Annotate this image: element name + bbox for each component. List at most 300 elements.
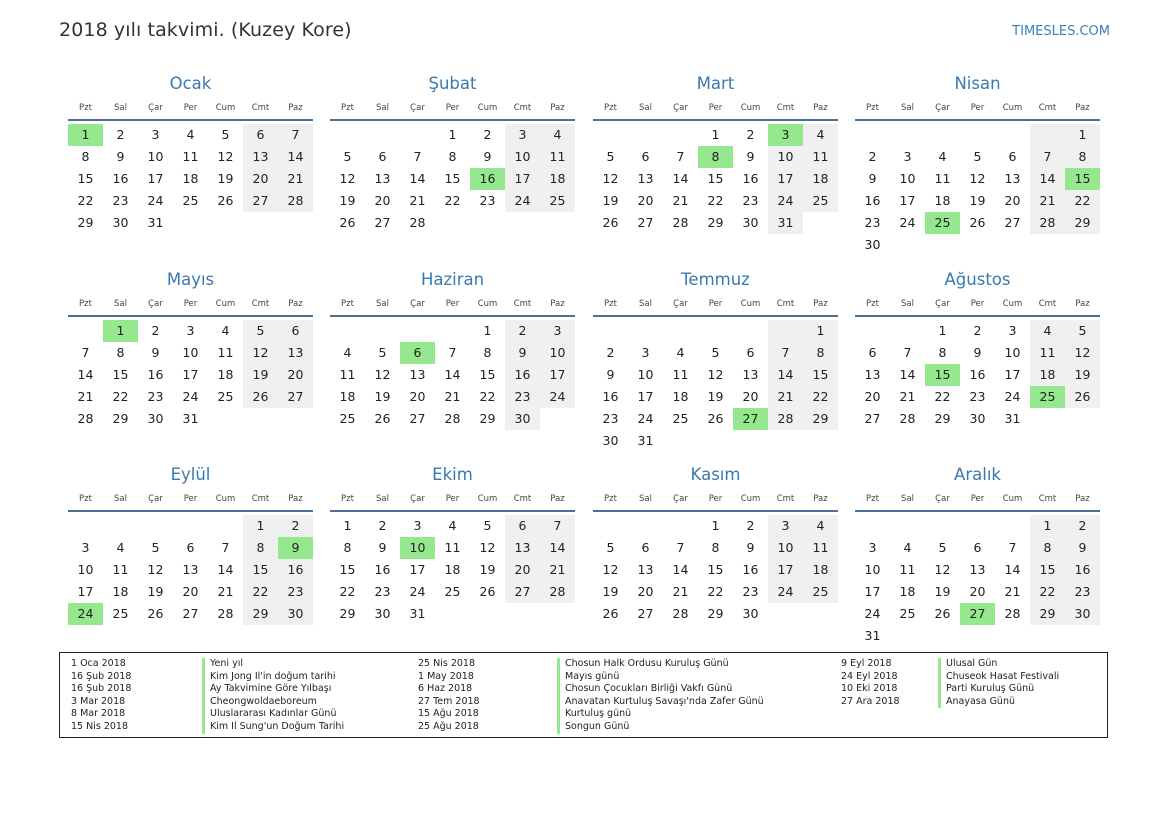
week-row xyxy=(593,168,838,190)
day-cell: 21 xyxy=(672,193,689,208)
day-cell: 16 xyxy=(505,364,540,386)
day-cell: 22 xyxy=(112,389,129,404)
weekday-label: Sal xyxy=(376,493,389,504)
weekday-label: Per xyxy=(970,102,985,113)
day-cell: 11 xyxy=(112,562,129,577)
day-cell: 4 xyxy=(903,540,912,555)
holiday-date: 10 Eki 2018 xyxy=(841,683,898,695)
day-cell: 12 xyxy=(217,149,234,164)
day-cell: 12 xyxy=(707,367,724,382)
week-row xyxy=(330,603,575,625)
day-cell: 18 xyxy=(182,171,199,186)
day-cell: 15 xyxy=(707,171,724,186)
day-cell: 27 xyxy=(182,606,199,621)
day-cell: 26 xyxy=(339,215,356,230)
day-cell: 7 xyxy=(278,124,313,146)
holiday-name: Ulusal Gün xyxy=(946,658,998,669)
day-cell: 8 xyxy=(803,342,838,364)
week-row xyxy=(593,146,838,168)
day-cell: 12 xyxy=(374,367,391,382)
day-cell: 2 xyxy=(1065,515,1100,537)
weekday-label: Sal xyxy=(114,493,127,504)
day-cell: 3 xyxy=(505,124,540,146)
day-cell: 30 xyxy=(374,606,391,621)
weekday-label: Sal xyxy=(639,493,652,504)
weekday-label: Pzt xyxy=(866,493,879,504)
brand-link[interactable]: TIMESLES.COM xyxy=(1012,24,1110,39)
day-cell: 27 xyxy=(374,215,391,230)
month-name: Ocak xyxy=(169,74,212,93)
day-cell: 21 xyxy=(409,193,426,208)
day-cell: 24 xyxy=(768,190,803,212)
weekday-label: Cmt xyxy=(1038,493,1057,504)
day-cell: 30 xyxy=(742,606,759,621)
day-cell: 6 xyxy=(868,345,877,360)
day-cell: 29 xyxy=(1065,212,1100,234)
day-cell: 14 xyxy=(409,171,426,186)
day-cell: 7 xyxy=(1030,146,1065,168)
week-row xyxy=(330,537,575,559)
day-cell: 14 xyxy=(672,171,689,186)
day-cell: 20 xyxy=(409,389,426,404)
empty-day-cell xyxy=(435,320,470,342)
month-block xyxy=(330,463,575,625)
day-cell: 13 xyxy=(505,537,540,559)
day-cell: 19 xyxy=(1065,364,1100,386)
empty-day-cell xyxy=(505,603,540,625)
day-cell: 30 xyxy=(969,411,986,426)
day-cell: 12 xyxy=(147,562,164,577)
weekday-label: Çar xyxy=(410,298,425,309)
day-cell: 7 xyxy=(768,342,803,364)
holiday-date: 16 Şub 2018 xyxy=(71,670,132,682)
day-cell: 12 xyxy=(1065,342,1100,364)
week-row xyxy=(855,625,1100,647)
week-row xyxy=(330,146,575,168)
week-row xyxy=(68,146,313,168)
empty-day-cell xyxy=(593,124,628,146)
day-cell: 10 xyxy=(637,367,654,382)
day-cell: 26 xyxy=(934,606,951,621)
empty-day-cell xyxy=(208,515,243,537)
day-cell: 20 xyxy=(637,584,654,599)
holiday-name: Kim Il Sung'un Doğum Tarihi xyxy=(210,720,345,732)
day-cell: 21 xyxy=(899,389,916,404)
day-cell: 6 xyxy=(243,124,278,146)
day-cell: 18 xyxy=(803,559,838,581)
day-cell: 22 xyxy=(77,193,94,208)
week-row xyxy=(593,581,838,603)
month-block xyxy=(68,463,313,625)
weekday-label: Paz xyxy=(550,493,565,504)
day-cell: 17 xyxy=(540,364,575,386)
weekday-header xyxy=(593,487,838,512)
day-cell: 25 xyxy=(339,411,356,426)
day-cell: 27 xyxy=(637,606,654,621)
day-cell: 15 xyxy=(803,364,838,386)
day-cell: 19 xyxy=(374,389,391,404)
day-cell: 5 xyxy=(1065,320,1100,342)
weekday-label: Cmt xyxy=(513,493,532,504)
weekday-header xyxy=(330,96,575,121)
week-row xyxy=(593,364,838,386)
holiday-name: Yeni yıl xyxy=(210,658,243,669)
day-cell: 24 xyxy=(182,389,199,404)
day-cell: 17 xyxy=(768,559,803,581)
week-row xyxy=(593,320,838,342)
weekday-label: Sal xyxy=(639,298,652,309)
weekday-label: Sal xyxy=(901,493,914,504)
day-cell: 12 xyxy=(479,540,496,555)
day-cell: 11 xyxy=(444,540,461,555)
day-cell: 22 xyxy=(1065,190,1100,212)
day-cell: 18 xyxy=(217,367,234,382)
weekday-header xyxy=(68,292,313,317)
holiday-day-cell: 27 xyxy=(960,603,995,625)
weekday-label: Pzt xyxy=(866,102,879,113)
day-cell: 5 xyxy=(973,149,982,164)
week-row xyxy=(593,537,838,559)
day-cell: 16 xyxy=(112,171,129,186)
day-cell: 17 xyxy=(505,168,540,190)
day-cell: 17 xyxy=(1004,367,1021,382)
weekday-label: Pzt xyxy=(866,298,879,309)
day-cell: 24 xyxy=(864,606,881,621)
week-row xyxy=(855,212,1100,234)
empty-day-cell xyxy=(995,515,1030,537)
weekday-label: Per xyxy=(445,493,460,504)
day-cell: 19 xyxy=(479,562,496,577)
week-row xyxy=(855,234,1100,256)
week-row xyxy=(855,320,1100,342)
empty-day-cell xyxy=(278,212,313,234)
holiday-day-cell: 10 xyxy=(400,537,435,559)
day-cell: 5 xyxy=(221,127,230,142)
day-cell: 26 xyxy=(243,386,278,408)
day-cell: 2 xyxy=(973,323,982,338)
day-cell: 5 xyxy=(343,149,352,164)
day-cell: 12 xyxy=(602,171,619,186)
day-cell: 22 xyxy=(1030,581,1065,603)
day-cell: 17 xyxy=(899,193,916,208)
holiday-date: 25 Nis 2018 xyxy=(418,658,475,669)
page-title: 2018 yılı takvimi. (Kuzey Kore) xyxy=(59,19,352,41)
day-cell: 18 xyxy=(934,193,951,208)
weekday-label: Pzt xyxy=(604,493,617,504)
day-cell: 21 xyxy=(1004,584,1021,599)
day-cell: 22 xyxy=(339,584,356,599)
empty-day-cell xyxy=(663,515,698,537)
empty-day-cell xyxy=(103,515,138,537)
day-cell: 20 xyxy=(278,364,313,386)
day-cell: 5 xyxy=(483,518,492,533)
day-cell: 6 xyxy=(378,149,387,164)
day-cell: 6 xyxy=(641,540,650,555)
day-cell: 4 xyxy=(938,149,947,164)
day-cell: 17 xyxy=(147,171,164,186)
day-cell: 1 xyxy=(1065,124,1100,146)
empty-day-cell xyxy=(768,603,803,625)
week-row xyxy=(68,581,313,603)
day-cell: 8 xyxy=(116,345,125,360)
day-cell: 13 xyxy=(1004,171,1021,186)
holiday-date: 6 Haz 2018 xyxy=(418,683,473,695)
empty-day-cell xyxy=(890,625,925,647)
day-cell: 18 xyxy=(112,584,129,599)
empty-day-cell xyxy=(960,234,995,256)
week-row xyxy=(68,212,313,234)
day-cell: 6 xyxy=(1008,149,1017,164)
weekday-label: Per xyxy=(708,493,723,504)
day-cell: 16 xyxy=(374,562,391,577)
day-cell: 2 xyxy=(746,518,755,533)
day-cell: 21 xyxy=(540,559,575,581)
empty-day-cell xyxy=(855,320,890,342)
day-cell: 6 xyxy=(973,540,982,555)
day-cell: 14 xyxy=(1030,168,1065,190)
day-cell: 13 xyxy=(969,562,986,577)
day-cell: 14 xyxy=(768,364,803,386)
weekday-label: Per xyxy=(970,298,985,309)
holiday-date: 8 Mar 2018 xyxy=(71,708,126,720)
day-cell: 1 xyxy=(938,323,947,338)
day-cell: 26 xyxy=(374,411,391,426)
empty-day-cell xyxy=(960,515,995,537)
day-cell: 26 xyxy=(969,215,986,230)
week-row xyxy=(855,342,1100,364)
holiday-date: 16 Şub 2018 xyxy=(71,683,132,695)
day-cell: 24 xyxy=(409,584,426,599)
day-cell: 15 xyxy=(707,562,724,577)
day-cell: 13 xyxy=(742,367,759,382)
day-cell: 27 xyxy=(637,215,654,230)
day-cell: 10 xyxy=(182,345,199,360)
empty-day-cell xyxy=(1065,408,1100,430)
holiday-day-cell: 24 xyxy=(68,603,103,625)
day-cell: 5 xyxy=(243,320,278,342)
day-cell: 18 xyxy=(803,168,838,190)
day-cell: 21 xyxy=(1030,190,1065,212)
month-block xyxy=(68,72,313,234)
week-row xyxy=(330,190,575,212)
empty-day-cell xyxy=(1065,625,1100,647)
month-block xyxy=(593,463,838,625)
month-name: Aralık xyxy=(954,465,1001,484)
day-cell: 5 xyxy=(606,149,615,164)
day-cell: 10 xyxy=(864,562,881,577)
empty-day-cell xyxy=(400,124,435,146)
day-cell: 25 xyxy=(803,581,838,603)
week-row xyxy=(330,386,575,408)
holiday-day-cell: 9 xyxy=(278,537,313,559)
day-cell: 26 xyxy=(707,411,724,426)
day-cell: 5 xyxy=(151,540,160,555)
day-cell: 30 xyxy=(602,433,619,448)
day-cell: 23 xyxy=(1065,581,1100,603)
weekday-header xyxy=(855,487,1100,512)
day-cell: 8 xyxy=(243,537,278,559)
day-cell: 20 xyxy=(864,389,881,404)
day-cell: 10 xyxy=(147,149,164,164)
holiday-name: Parti Kuruluş Günü xyxy=(946,683,1035,695)
empty-day-cell xyxy=(1065,234,1100,256)
week-row xyxy=(855,124,1100,146)
day-cell: 23 xyxy=(602,411,619,426)
day-cell: 11 xyxy=(899,562,916,577)
day-cell: 19 xyxy=(602,584,619,599)
day-cell: 23 xyxy=(147,389,164,404)
day-cell: 31 xyxy=(637,433,654,448)
empty-day-cell xyxy=(330,320,365,342)
day-cell: 10 xyxy=(768,146,803,168)
day-cell: 4 xyxy=(448,518,457,533)
day-cell: 7 xyxy=(448,345,457,360)
month-block xyxy=(593,268,838,452)
week-row xyxy=(68,364,313,386)
day-cell: 31 xyxy=(1004,411,1021,426)
weekday-label: Cum xyxy=(215,298,236,309)
empty-day-cell xyxy=(733,430,768,452)
holiday-date: 24 Eyl 2018 xyxy=(841,670,898,682)
empty-day-cell xyxy=(995,124,1030,146)
day-cell: 10 xyxy=(899,171,916,186)
holiday-date: 15 Nis 2018 xyxy=(71,720,128,732)
day-cell: 23 xyxy=(278,581,313,603)
day-cell: 17 xyxy=(409,562,426,577)
week-row xyxy=(330,581,575,603)
holiday-dates-col-3 xyxy=(841,658,900,708)
month-name: Temmuz xyxy=(681,270,750,289)
day-cell: 13 xyxy=(278,342,313,364)
day-cell: 18 xyxy=(1030,364,1065,386)
weekday-label: Sal xyxy=(376,102,389,113)
empty-day-cell xyxy=(365,124,400,146)
holiday-day-cell: 27 xyxy=(733,408,768,430)
empty-day-cell xyxy=(663,320,698,342)
day-cell: 26 xyxy=(479,584,496,599)
day-cell: 24 xyxy=(637,411,654,426)
weekday-label: Çar xyxy=(410,493,425,504)
day-cell: 3 xyxy=(768,515,803,537)
holiday-day-cell: 25 xyxy=(925,212,960,234)
day-cell: 30 xyxy=(147,411,164,426)
weekday-label: Pzt xyxy=(341,298,354,309)
day-cell: 11 xyxy=(217,345,234,360)
weekday-label: Per xyxy=(445,102,460,113)
holiday-name: Chosun Halk Ordusu Kuruluş Günü xyxy=(565,658,729,669)
day-cell: 20 xyxy=(182,584,199,599)
day-cell: 24 xyxy=(540,386,575,408)
day-cell: 1 xyxy=(711,127,720,142)
day-cell: 9 xyxy=(116,149,125,164)
weekday-label: Çar xyxy=(673,493,688,504)
holiday-day-cell: 1 xyxy=(103,320,138,342)
empty-day-cell xyxy=(470,603,505,625)
empty-day-cell xyxy=(995,625,1030,647)
empty-day-cell xyxy=(1030,625,1065,647)
day-cell: 2 xyxy=(278,515,313,537)
day-cell: 20 xyxy=(374,193,391,208)
day-cell: 27 xyxy=(505,581,540,603)
day-cell: 8 xyxy=(343,540,352,555)
week-row xyxy=(68,320,313,342)
day-cell: 19 xyxy=(969,193,986,208)
empty-day-cell xyxy=(243,212,278,234)
empty-day-cell xyxy=(173,515,208,537)
week-row xyxy=(855,386,1100,408)
weekday-label: Cum xyxy=(740,298,761,309)
day-cell: 24 xyxy=(899,215,916,230)
day-cell: 3 xyxy=(868,540,877,555)
day-cell: 1 xyxy=(448,127,457,142)
week-row xyxy=(330,342,575,364)
day-cell: 10 xyxy=(540,342,575,364)
day-cell: 28 xyxy=(77,411,94,426)
day-cell: 4 xyxy=(803,124,838,146)
day-cell: 14 xyxy=(444,367,461,382)
day-cell: 19 xyxy=(339,193,356,208)
weekday-label: Pzt xyxy=(341,102,354,113)
empty-day-cell xyxy=(365,320,400,342)
empty-day-cell xyxy=(803,212,838,234)
weekday-header xyxy=(593,96,838,121)
holiday-name: Kim Jong Il'in doğum tarihi xyxy=(210,670,336,682)
empty-day-cell xyxy=(890,515,925,537)
day-cell: 6 xyxy=(505,515,540,537)
weekday-label: Per xyxy=(183,493,198,504)
holiday-name: Anavatan Kurtuluş Savaşı'nda Zafer Günü xyxy=(565,695,764,707)
day-cell: 30 xyxy=(112,215,129,230)
day-cell: 29 xyxy=(934,411,951,426)
day-cell: 14 xyxy=(672,562,689,577)
day-cell: 24 xyxy=(505,190,540,212)
day-cell: 29 xyxy=(243,603,278,625)
empty-day-cell xyxy=(698,320,733,342)
day-cell: 19 xyxy=(707,389,724,404)
day-cell: 3 xyxy=(1008,323,1017,338)
day-cell: 30 xyxy=(864,237,881,252)
holiday-date: 3 Mar 2018 xyxy=(71,695,126,707)
week-row xyxy=(68,124,313,146)
day-cell: 30 xyxy=(742,215,759,230)
weekday-label: Paz xyxy=(813,298,828,309)
empty-day-cell xyxy=(890,320,925,342)
day-cell: 13 xyxy=(864,367,881,382)
day-cell: 15 xyxy=(77,171,94,186)
weekday-label: Çar xyxy=(935,102,950,113)
day-cell: 28 xyxy=(217,606,234,621)
day-cell: 23 xyxy=(742,193,759,208)
weekday-label: Cum xyxy=(1002,493,1023,504)
weekday-label: Sal xyxy=(114,298,127,309)
week-row xyxy=(855,581,1100,603)
day-cell: 29 xyxy=(339,606,356,621)
day-cell: 10 xyxy=(77,562,94,577)
weekday-label: Cum xyxy=(740,102,761,113)
weekday-header xyxy=(855,292,1100,317)
day-cell: 22 xyxy=(803,386,838,408)
weekday-label: Cum xyxy=(477,102,498,113)
weekday-header xyxy=(68,96,313,121)
day-cell: 9 xyxy=(606,367,615,382)
day-cell: 15 xyxy=(243,559,278,581)
day-cell: 11 xyxy=(672,367,689,382)
weekday-label: Cmt xyxy=(1038,298,1057,309)
empty-day-cell xyxy=(995,234,1030,256)
day-cell: 29 xyxy=(479,411,496,426)
month-block xyxy=(330,72,575,234)
holiday-date: 1 May 2018 xyxy=(418,670,474,682)
